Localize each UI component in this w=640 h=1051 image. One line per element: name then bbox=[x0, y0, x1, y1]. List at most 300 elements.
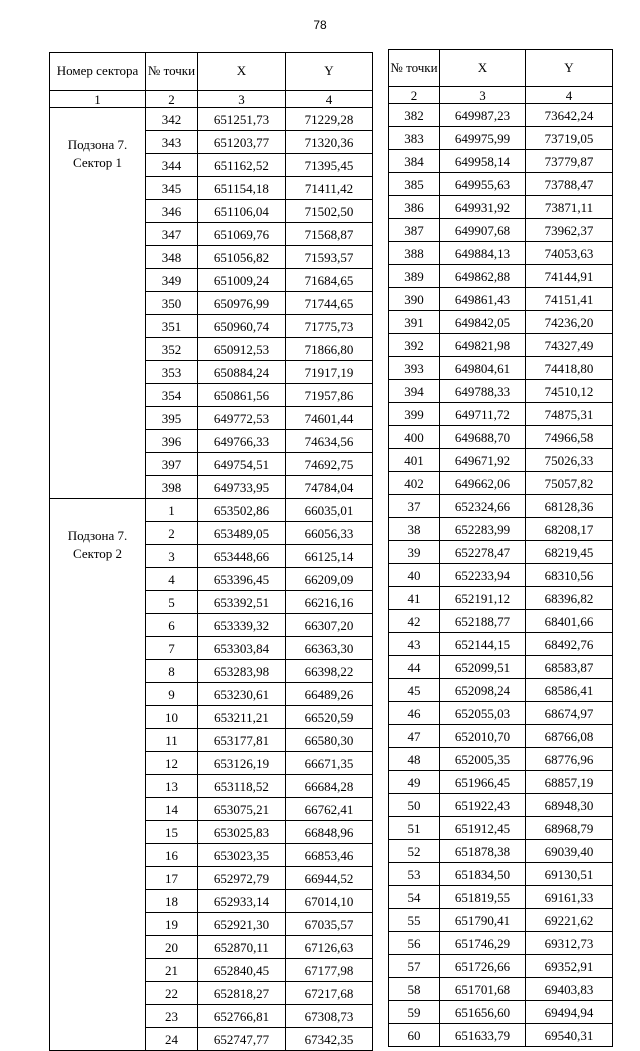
table-row bbox=[389, 449, 613, 472]
header-x: X bbox=[440, 50, 526, 87]
sector-label: Подзона 7. Сектор 2 bbox=[50, 499, 146, 1051]
y-coordinate: 68396,82 bbox=[526, 587, 613, 610]
y-coordinate: 66762,41 bbox=[286, 798, 373, 821]
x-coordinate: 652324,66 bbox=[440, 495, 526, 518]
y-coordinate: 68776,96 bbox=[526, 748, 613, 771]
x-coordinate: 649821,98 bbox=[440, 334, 526, 357]
y-coordinate: 74875,31 bbox=[526, 403, 613, 426]
y-coordinate: 67342,35 bbox=[286, 1028, 373, 1051]
y-coordinate: 68219,45 bbox=[526, 541, 613, 564]
header-y: Y bbox=[286, 53, 373, 91]
x-coordinate: 651834,50 bbox=[440, 863, 526, 886]
y-coordinate: 73962,37 bbox=[526, 219, 613, 242]
x-coordinate: 651251,73 bbox=[198, 108, 286, 131]
point-number: 16 bbox=[146, 844, 198, 867]
point-number: 346 bbox=[146, 200, 198, 223]
point-number: 400 bbox=[389, 426, 440, 449]
table-row bbox=[389, 863, 613, 886]
y-coordinate: 74784,04 bbox=[286, 476, 373, 499]
x-coordinate: 652840,45 bbox=[198, 959, 286, 982]
y-coordinate: 68401,66 bbox=[526, 610, 613, 633]
x-coordinate: 652005,35 bbox=[440, 748, 526, 771]
point-number: 345 bbox=[146, 177, 198, 200]
point-number: 394 bbox=[389, 380, 440, 403]
x-coordinate: 649772,53 bbox=[198, 407, 286, 430]
y-coordinate: 66684,28 bbox=[286, 775, 373, 798]
point-number: 44 bbox=[389, 656, 440, 679]
left-column-numbers-row bbox=[50, 91, 373, 108]
x-coordinate: 652747,77 bbox=[198, 1028, 286, 1051]
x-coordinate: 653211,21 bbox=[198, 706, 286, 729]
table-row bbox=[389, 748, 613, 771]
x-coordinate: 650861,56 bbox=[198, 384, 286, 407]
y-coordinate: 71568,87 bbox=[286, 223, 373, 246]
x-coordinate: 649842,05 bbox=[440, 311, 526, 334]
table-row bbox=[389, 633, 613, 656]
header-point: № точки bbox=[146, 53, 198, 91]
x-coordinate: 649862,88 bbox=[440, 265, 526, 288]
column-number: 3 bbox=[198, 91, 286, 108]
table-row bbox=[389, 288, 613, 311]
x-coordinate: 653303,84 bbox=[198, 637, 286, 660]
point-number: 342 bbox=[146, 108, 198, 131]
x-coordinate: 652099,51 bbox=[440, 656, 526, 679]
table-row bbox=[389, 403, 613, 426]
point-number: 40 bbox=[389, 564, 440, 587]
x-coordinate: 652283,99 bbox=[440, 518, 526, 541]
x-coordinate: 649688,70 bbox=[440, 426, 526, 449]
point-number: 351 bbox=[146, 315, 198, 338]
x-coordinate: 652972,79 bbox=[198, 867, 286, 890]
x-coordinate: 652188,77 bbox=[440, 610, 526, 633]
y-coordinate: 73788,47 bbox=[526, 173, 613, 196]
x-coordinate: 649975,99 bbox=[440, 127, 526, 150]
y-coordinate: 69221,62 bbox=[526, 909, 613, 932]
x-coordinate: 652191,12 bbox=[440, 587, 526, 610]
point-number: 383 bbox=[389, 127, 440, 150]
y-coordinate: 67308,73 bbox=[286, 1005, 373, 1028]
y-coordinate: 68492,76 bbox=[526, 633, 613, 656]
x-coordinate: 651633,79 bbox=[440, 1024, 526, 1047]
point-number: 391 bbox=[389, 311, 440, 334]
point-number: 17 bbox=[146, 867, 198, 890]
x-coordinate: 651878,38 bbox=[440, 840, 526, 863]
x-coordinate: 652921,30 bbox=[198, 913, 286, 936]
point-number: 393 bbox=[389, 357, 440, 380]
y-coordinate: 69039,40 bbox=[526, 840, 613, 863]
x-coordinate: 651746,29 bbox=[440, 932, 526, 955]
point-number: 390 bbox=[389, 288, 440, 311]
point-number: 398 bbox=[146, 476, 198, 499]
point-number: 392 bbox=[389, 334, 440, 357]
point-number: 399 bbox=[389, 403, 440, 426]
y-coordinate: 71229,28 bbox=[286, 108, 373, 131]
x-coordinate: 653448,66 bbox=[198, 545, 286, 568]
y-coordinate: 74601,44 bbox=[286, 407, 373, 430]
x-coordinate: 649955,63 bbox=[440, 173, 526, 196]
point-number: 19 bbox=[146, 913, 198, 936]
table-row bbox=[389, 702, 613, 725]
table-row bbox=[389, 909, 613, 932]
point-number: 11 bbox=[146, 729, 198, 752]
y-coordinate: 71593,57 bbox=[286, 246, 373, 269]
y-coordinate: 69130,51 bbox=[526, 863, 613, 886]
x-coordinate: 649671,92 bbox=[440, 449, 526, 472]
point-number: 9 bbox=[146, 683, 198, 706]
table-row bbox=[389, 886, 613, 909]
y-coordinate: 71957,86 bbox=[286, 384, 373, 407]
table-row bbox=[389, 196, 613, 219]
point-number: 382 bbox=[389, 104, 440, 127]
x-coordinate: 650884,24 bbox=[198, 361, 286, 384]
y-coordinate: 67217,68 bbox=[286, 982, 373, 1005]
table-row bbox=[389, 564, 613, 587]
point-number: 47 bbox=[389, 725, 440, 748]
right-coordinates-table bbox=[388, 49, 613, 1047]
table-row bbox=[389, 150, 613, 173]
y-coordinate: 74144,91 bbox=[526, 265, 613, 288]
y-coordinate: 69403,83 bbox=[526, 978, 613, 1001]
left-coordinates-table bbox=[49, 52, 373, 1051]
table-row bbox=[389, 472, 613, 495]
x-coordinate: 653023,35 bbox=[198, 844, 286, 867]
point-number: 384 bbox=[389, 150, 440, 173]
y-coordinate: 68968,79 bbox=[526, 817, 613, 840]
y-coordinate: 66363,30 bbox=[286, 637, 373, 660]
point-number: 348 bbox=[146, 246, 198, 269]
left-header-row bbox=[50, 53, 373, 91]
x-coordinate: 649662,06 bbox=[440, 472, 526, 495]
x-coordinate: 652818,27 bbox=[198, 982, 286, 1005]
column-number: 2 bbox=[146, 91, 198, 108]
x-coordinate: 652055,03 bbox=[440, 702, 526, 725]
table-row bbox=[389, 955, 613, 978]
point-number: 402 bbox=[389, 472, 440, 495]
column-number: 3 bbox=[440, 87, 526, 104]
y-coordinate: 69312,73 bbox=[526, 932, 613, 955]
y-coordinate: 68310,56 bbox=[526, 564, 613, 587]
x-coordinate: 649958,14 bbox=[440, 150, 526, 173]
y-coordinate: 69494,94 bbox=[526, 1001, 613, 1024]
x-coordinate: 653489,05 bbox=[198, 522, 286, 545]
y-coordinate: 71684,65 bbox=[286, 269, 373, 292]
x-coordinate: 652870,11 bbox=[198, 936, 286, 959]
x-coordinate: 651106,04 bbox=[198, 200, 286, 223]
y-coordinate: 66671,35 bbox=[286, 752, 373, 775]
table-row bbox=[389, 817, 613, 840]
table-row bbox=[389, 610, 613, 633]
point-number: 38 bbox=[389, 518, 440, 541]
point-number: 37 bbox=[389, 495, 440, 518]
table-row bbox=[389, 518, 613, 541]
table-row bbox=[389, 334, 613, 357]
point-number: 57 bbox=[389, 955, 440, 978]
y-coordinate: 69352,91 bbox=[526, 955, 613, 978]
x-coordinate: 652144,15 bbox=[440, 633, 526, 656]
y-coordinate: 66209,09 bbox=[286, 568, 373, 591]
y-coordinate: 71866,80 bbox=[286, 338, 373, 361]
point-number: 387 bbox=[389, 219, 440, 242]
table-row bbox=[389, 656, 613, 679]
x-coordinate: 653126,19 bbox=[198, 752, 286, 775]
table-row bbox=[389, 932, 613, 955]
point-number: 49 bbox=[389, 771, 440, 794]
point-number: 21 bbox=[146, 959, 198, 982]
point-number: 46 bbox=[389, 702, 440, 725]
y-coordinate: 75057,82 bbox=[526, 472, 613, 495]
point-number: 3 bbox=[146, 545, 198, 568]
x-coordinate: 650912,53 bbox=[198, 338, 286, 361]
x-coordinate: 653230,61 bbox=[198, 683, 286, 706]
x-coordinate: 651912,45 bbox=[440, 817, 526, 840]
y-coordinate: 69540,31 bbox=[526, 1024, 613, 1047]
y-coordinate: 68857,19 bbox=[526, 771, 613, 794]
table-row bbox=[389, 725, 613, 748]
point-number: 56 bbox=[389, 932, 440, 955]
table-row bbox=[389, 587, 613, 610]
x-coordinate: 653283,98 bbox=[198, 660, 286, 683]
y-coordinate: 68766,08 bbox=[526, 725, 613, 748]
right-header-row bbox=[389, 50, 613, 87]
point-number: 41 bbox=[389, 587, 440, 610]
point-number: 42 bbox=[389, 610, 440, 633]
x-coordinate: 652933,14 bbox=[198, 890, 286, 913]
y-coordinate: 66216,16 bbox=[286, 591, 373, 614]
page-number: 78 bbox=[313, 18, 327, 32]
table-row bbox=[389, 794, 613, 817]
point-number: 39 bbox=[389, 541, 440, 564]
table-row bbox=[50, 499, 373, 522]
point-number: 22 bbox=[146, 982, 198, 1005]
x-coordinate: 649884,13 bbox=[440, 242, 526, 265]
y-coordinate: 67177,98 bbox=[286, 959, 373, 982]
point-number: 388 bbox=[389, 242, 440, 265]
y-coordinate: 71395,45 bbox=[286, 154, 373, 177]
x-coordinate: 651726,66 bbox=[440, 955, 526, 978]
y-coordinate: 73719,05 bbox=[526, 127, 613, 150]
point-number: 347 bbox=[146, 223, 198, 246]
point-number: 59 bbox=[389, 1001, 440, 1024]
x-coordinate: 653396,45 bbox=[198, 568, 286, 591]
y-coordinate: 66853,46 bbox=[286, 844, 373, 867]
x-coordinate: 652233,94 bbox=[440, 564, 526, 587]
y-coordinate: 66520,59 bbox=[286, 706, 373, 729]
x-coordinate: 651154,18 bbox=[198, 177, 286, 200]
point-number: 18 bbox=[146, 890, 198, 913]
column-number: 2 bbox=[389, 87, 440, 104]
y-coordinate: 74327,49 bbox=[526, 334, 613, 357]
x-coordinate: 649733,95 bbox=[198, 476, 286, 499]
point-number: 14 bbox=[146, 798, 198, 821]
table-row bbox=[389, 219, 613, 242]
y-coordinate: 74966,58 bbox=[526, 426, 613, 449]
table-row bbox=[389, 495, 613, 518]
y-coordinate: 66056,33 bbox=[286, 522, 373, 545]
x-coordinate: 653075,21 bbox=[198, 798, 286, 821]
point-number: 43 bbox=[389, 633, 440, 656]
point-number: 24 bbox=[146, 1028, 198, 1051]
y-coordinate: 71502,50 bbox=[286, 200, 373, 223]
y-coordinate: 67126,63 bbox=[286, 936, 373, 959]
point-number: 343 bbox=[146, 131, 198, 154]
point-number: 15 bbox=[146, 821, 198, 844]
table-row bbox=[389, 242, 613, 265]
table-row bbox=[50, 108, 373, 131]
point-number: 397 bbox=[146, 453, 198, 476]
x-coordinate: 653339,32 bbox=[198, 614, 286, 637]
header-y: Y bbox=[526, 50, 613, 87]
x-coordinate: 653392,51 bbox=[198, 591, 286, 614]
y-coordinate: 68674,97 bbox=[526, 702, 613, 725]
x-coordinate: 651656,60 bbox=[440, 1001, 526, 1024]
point-number: 10 bbox=[146, 706, 198, 729]
point-number: 385 bbox=[389, 173, 440, 196]
table-row bbox=[389, 127, 613, 150]
y-coordinate: 74151,41 bbox=[526, 288, 613, 311]
y-coordinate: 66398,22 bbox=[286, 660, 373, 683]
y-coordinate: 73642,24 bbox=[526, 104, 613, 127]
point-number: 50 bbox=[389, 794, 440, 817]
x-coordinate: 649804,61 bbox=[440, 357, 526, 380]
y-coordinate: 67035,57 bbox=[286, 913, 373, 936]
x-coordinate: 650960,74 bbox=[198, 315, 286, 338]
point-number: 13 bbox=[146, 775, 198, 798]
y-coordinate: 67014,10 bbox=[286, 890, 373, 913]
table-row bbox=[389, 426, 613, 449]
x-coordinate: 651966,45 bbox=[440, 771, 526, 794]
point-number: 8 bbox=[146, 660, 198, 683]
x-coordinate: 653502,86 bbox=[198, 499, 286, 522]
y-coordinate: 66125,14 bbox=[286, 545, 373, 568]
x-coordinate: 651922,43 bbox=[440, 794, 526, 817]
point-number: 401 bbox=[389, 449, 440, 472]
header-sector: Номер сектора bbox=[50, 53, 146, 91]
column-number: 4 bbox=[526, 87, 613, 104]
point-number: 54 bbox=[389, 886, 440, 909]
y-coordinate: 66944,52 bbox=[286, 867, 373, 890]
x-coordinate: 651162,52 bbox=[198, 154, 286, 177]
point-number: 23 bbox=[146, 1005, 198, 1028]
x-coordinate: 653025,83 bbox=[198, 821, 286, 844]
point-number: 2 bbox=[146, 522, 198, 545]
x-coordinate: 652766,81 bbox=[198, 1005, 286, 1028]
table-row bbox=[389, 357, 613, 380]
point-number: 350 bbox=[146, 292, 198, 315]
point-number: 5 bbox=[146, 591, 198, 614]
y-coordinate: 71411,42 bbox=[286, 177, 373, 200]
point-number: 53 bbox=[389, 863, 440, 886]
y-coordinate: 66848,96 bbox=[286, 821, 373, 844]
y-coordinate: 66035,01 bbox=[286, 499, 373, 522]
x-coordinate: 649931,92 bbox=[440, 196, 526, 219]
y-coordinate: 71917,19 bbox=[286, 361, 373, 384]
table-row bbox=[389, 840, 613, 863]
point-number: 386 bbox=[389, 196, 440, 219]
y-coordinate: 68948,30 bbox=[526, 794, 613, 817]
y-coordinate: 71744,65 bbox=[286, 292, 373, 315]
table-row bbox=[389, 311, 613, 334]
point-number: 7 bbox=[146, 637, 198, 660]
table-row bbox=[389, 380, 613, 403]
column-number: 1 bbox=[50, 91, 146, 108]
x-coordinate: 653118,52 bbox=[198, 775, 286, 798]
point-number: 396 bbox=[146, 430, 198, 453]
x-coordinate: 649907,68 bbox=[440, 219, 526, 242]
table-row bbox=[389, 173, 613, 196]
x-coordinate: 651009,24 bbox=[198, 269, 286, 292]
x-coordinate: 649754,51 bbox=[198, 453, 286, 476]
point-number: 4 bbox=[146, 568, 198, 591]
y-coordinate: 69161,33 bbox=[526, 886, 613, 909]
y-coordinate: 74053,63 bbox=[526, 242, 613, 265]
x-coordinate: 652098,24 bbox=[440, 679, 526, 702]
point-number: 55 bbox=[389, 909, 440, 932]
sector-label: Подзона 7. Сектор 1 bbox=[50, 108, 146, 499]
point-number: 344 bbox=[146, 154, 198, 177]
table-row bbox=[389, 771, 613, 794]
point-number: 395 bbox=[146, 407, 198, 430]
y-coordinate: 68586,41 bbox=[526, 679, 613, 702]
header-point: № точки bbox=[389, 50, 440, 87]
y-coordinate: 71320,36 bbox=[286, 131, 373, 154]
point-number: 389 bbox=[389, 265, 440, 288]
point-number: 51 bbox=[389, 817, 440, 840]
x-coordinate: 649861,43 bbox=[440, 288, 526, 311]
y-coordinate: 71775,73 bbox=[286, 315, 373, 338]
x-coordinate: 650976,99 bbox=[198, 292, 286, 315]
table-row bbox=[389, 679, 613, 702]
y-coordinate: 74634,56 bbox=[286, 430, 373, 453]
y-coordinate: 74692,75 bbox=[286, 453, 373, 476]
y-coordinate: 68583,87 bbox=[526, 656, 613, 679]
x-coordinate: 652278,47 bbox=[440, 541, 526, 564]
point-number: 352 bbox=[146, 338, 198, 361]
point-number: 48 bbox=[389, 748, 440, 771]
x-coordinate: 651069,76 bbox=[198, 223, 286, 246]
x-coordinate: 651790,41 bbox=[440, 909, 526, 932]
point-number: 58 bbox=[389, 978, 440, 1001]
y-coordinate: 73871,11 bbox=[526, 196, 613, 219]
x-coordinate: 653177,81 bbox=[198, 729, 286, 752]
point-number: 45 bbox=[389, 679, 440, 702]
table-row bbox=[389, 978, 613, 1001]
y-coordinate: 74510,12 bbox=[526, 380, 613, 403]
point-number: 1 bbox=[146, 499, 198, 522]
y-coordinate: 66489,26 bbox=[286, 683, 373, 706]
table-row bbox=[389, 1024, 613, 1047]
point-number: 353 bbox=[146, 361, 198, 384]
y-coordinate: 73779,87 bbox=[526, 150, 613, 173]
x-coordinate: 649987,23 bbox=[440, 104, 526, 127]
point-number: 349 bbox=[146, 269, 198, 292]
point-number: 354 bbox=[146, 384, 198, 407]
y-coordinate: 68128,36 bbox=[526, 495, 613, 518]
table-row bbox=[389, 104, 613, 127]
x-coordinate: 651056,82 bbox=[198, 246, 286, 269]
x-coordinate: 652010,70 bbox=[440, 725, 526, 748]
table-row bbox=[389, 1001, 613, 1024]
x-coordinate: 651819,55 bbox=[440, 886, 526, 909]
y-coordinate: 75026,33 bbox=[526, 449, 613, 472]
point-number: 52 bbox=[389, 840, 440, 863]
point-number: 6 bbox=[146, 614, 198, 637]
point-number: 60 bbox=[389, 1024, 440, 1047]
point-number: 20 bbox=[146, 936, 198, 959]
y-coordinate: 66307,20 bbox=[286, 614, 373, 637]
y-coordinate: 74236,20 bbox=[526, 311, 613, 334]
x-coordinate: 649766,33 bbox=[198, 430, 286, 453]
table-row bbox=[389, 541, 613, 564]
